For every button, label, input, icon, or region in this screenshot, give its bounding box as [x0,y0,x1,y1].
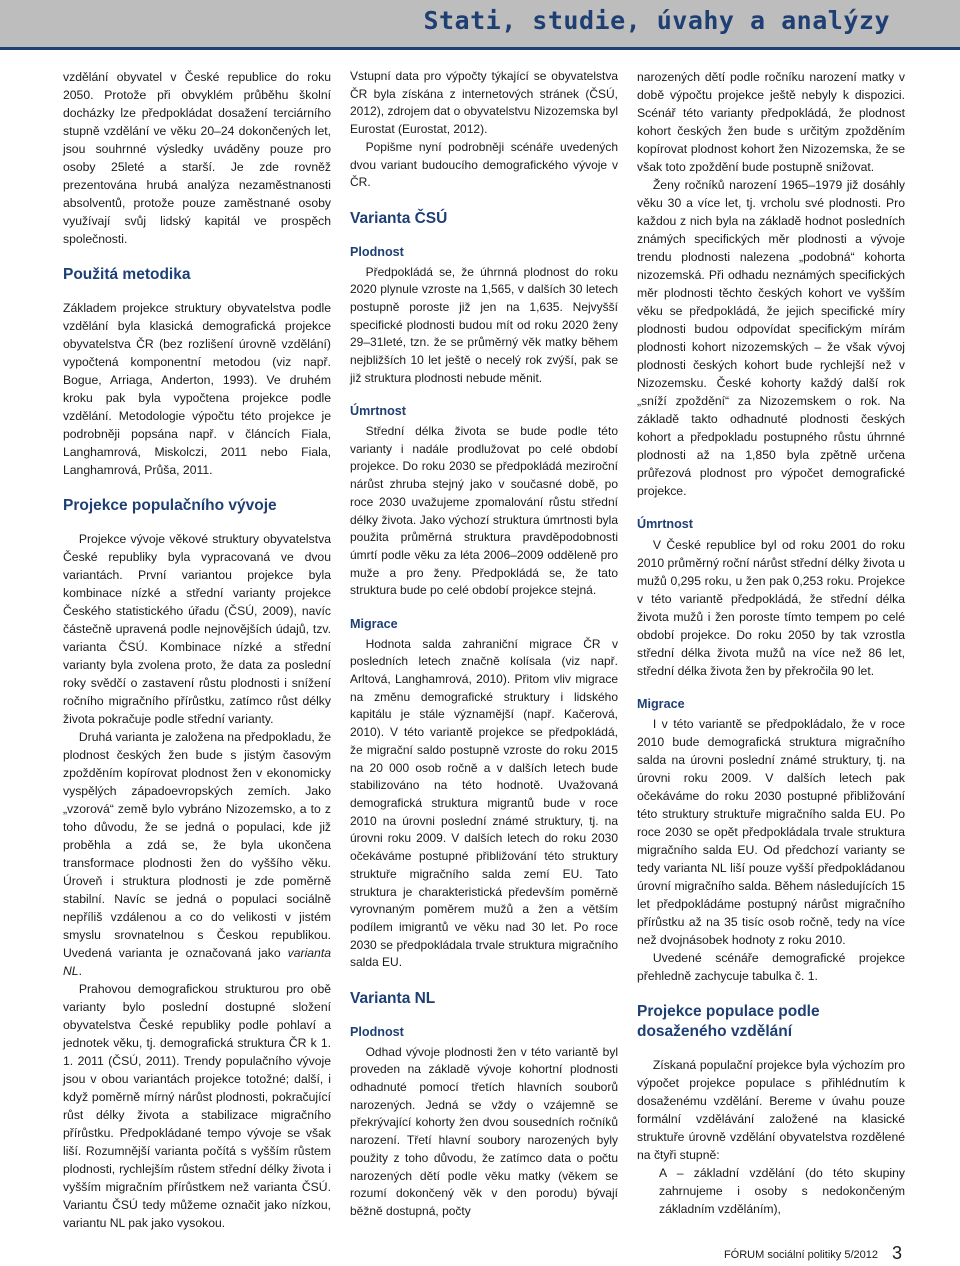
subheading-migrace: Migrace [637,696,685,711]
column-1 [63,68,331,1232]
paragraph: Odhad vývoje plodnosti žen v této variantě byl proveden na základě vývoje kohortní plodnosti odhadnuté pomocí třetích hlavních souborů narozených. Jedná se vždy o vzájemně se překrývající kohorty žen dvou sousedních ročníků narození. Třetí hlavní soubory narozených byly použity z toho důvodu, že zatímco data o počtu narozených dětí podle věku matky (věkem se rozumí dokončený věk v den porodu) bývají běžně dostupná, počty [350,1044,618,1218]
subheading-umrtnost: Úmrtnost [637,517,693,531]
heading-projekce-vzdelani: Projekce populace podle dosaženého vzdělání [637,1003,820,1041]
subheading-plodnost: Plodnost [350,1025,404,1040]
subheading-migrace: Migrace [350,617,398,632]
paragraph: vzdělání obyvatel v České republice do roku 2050. Protože při obvyklém průběhu školní docházky lze předpokládat dosažení terciárního stupně vzdělání ve věku 20–24 dokončených let, jsou souhrnné výsledky uváděny pouze pro osoby 25leté a starší. Je zde rovněž prezentována hrubá analýza nezaměstnanosti absolventů, protože pouze zaměstnané osoby využívají svůj lidský kapitál ve prospěch společnosti. [63,70,331,246]
heading-projekce: Projekce populačního vývoje [63,497,277,514]
header-rule [0,47,960,50]
paragraph-end: . [78,964,82,978]
column-2 [350,68,618,1221]
heading-varianta-csu: Varianta ČSÚ [350,209,448,227]
variant-name: varianta NL [63,946,331,978]
paragraph: Hodnota salda zahraniční migrace ČR v posledních letech značně kolísala (viz např. Arltová, Langhamrová, 2010). Přitom vliv migrace na změnu demografické struktury i lidského kapitálu je stále významější (např. Kačerová, 2010). V této variantě projekce se předpokládá, že migrační saldo postupně vzroste do roku 2015 na 20 000 osob ročně a v dalších letech bude stabilizováno na této hodnotě. Uvažovaná demografická struktura migrantů bude v roce 2010 na úrovni poslední známé struktury, tj. na úrovni roku 2009. V dalších letech do roku 2030 očekáváme postupné přibližování této struktury struktuře migračního salda zemí EU. Tato struktura je charakteristická především poměrně vyrovnaným poměrem mužů a žen a větším podílem imigrantů ve věku nad 30 let. Po roce 2030 se předpokládala trvale struktura migračního salda EU. [350,636,618,970]
paragraph: I v této variantě se předpokládalo, že v roce 2010 bude demografická struktura migračního salda na úrovni poslední známé struktury, tj. na úrovni roku 2009. V dalších letech pak očekáváme do roku 2030 postupné přibližování této struktury struktuře migračního salda EU. Po roce 2030 se opět předpokládala trvale struktura migračního salda EU. Od předchozí varianty se tedy varianta NL liší pouze vyšší předpokládanou úrovní migračního salda. Během následujících 15 let předpokládáme postupný nárůst migračního přírůstku až na 35 tisíc osob ročně, tedy na více než dvojnásobek hodnoty z roku 2010. [637,717,905,948]
paragraph: Ženy ročníků narození 1965–1979 již dosáhly věku 30 a více let, tj. vrcholu své plodnosti. Pro každou z nich byla na základě hodnot posledních známých specifických měr plodnosti a vývoje trendu plodnosti nalezena „podobná“ kohorta nizozemská. Při odhadu neznámých specifických měr plodnosti těchto českých kohort ve vyšším věku se předpokládá, že jejich specifické míry plodnosti budou odpovídat specifickým mírám plodnosti kohort nizozemských – že však vývoj plodnosti českých kohort bude rychlejší než v Nizozemsku. České kohorty každý další rok „sníží zpoždění“ za Nizozemskem o rok. Na základě takto odhadnuté plodnosti českých kohort a předpokladu postupného růstu úhrnné plodnosti až na 1,850 byla zpětně určena průřezová plodnost pro výpočet demografické projekce. [637,178,905,498]
paragraph: Předpokládá se, že úhrnná plodnost do roku 2020 plynule vzroste na 1,565, v dalších 30 letech postupně poroste již jen na 1,635. Nejvyšší specifické plodnosti budou mít od roku 2020 ženy 29–31leté, tzn. že se průměrný věk matky během nejbližších 10 let ještě o necelý rok zvýší, pak se již struktura plodnosti nebude měnit. [350,264,618,385]
paragraph: Střední délka života se bude podle této varianty i nadále prodlužovat po celé období projekce. Do roku 2030 se předpokládá meziroční nárůst zhruba stejný jako v současné době, po roce 2030 uvažujeme zpomalování růstu střední délky života. Jako výchozí struktura úmrtnosti byla použita průměrná struktura pravděpodobnosti úmrtí podle věku za léta 2006–2009 odděleně pro muže a pro ženy. Předpokládá se, že tato struktura bude po celé období projekce stejná. [350,424,618,598]
paragraph: Uvedené scénáře demografické projekce přehledně zachycuje tabulka č. 1. [637,951,905,984]
list-item: A – základní vzdělání (do této skupiny zahrnujeme i osoby s nedokončeným základním vzděláním), [659,1166,905,1217]
subheading-plodnost: Plodnost [350,244,404,259]
heading-metodika: Použitá metodika [63,266,191,283]
paragraph: V České republice byl od roku 2001 do roku 2010 průměrný roční nárůst střední délky života u mužů 0,295 roku, u žen pak 0,253 roku. Projekce v této variantě předpokládá, že střední délka života mužů i žen poroste tímto tempem po celé období projekce. Do roku 2050 by tak vzrostla střední délka života mužů na více než 86 let, střední délka života žen by překročila 90 let. [637,537,905,678]
page-number: 3 [891,1243,902,1263]
subheading-umrtnost: Úmrtnost [350,404,406,419]
journal-footer: FÓRUM sociální politiky 5/2012 [723,1249,878,1261]
section-title: Stati, studie, úvahy a analýzy [423,6,890,35]
paragraph: Projekce vývoje věkové struktury obyvatelstva České republiky byla vypracovaná ve dvou variantách. První variantou projekce byla kombinace nízké a střední varianty projekce Českého statistického úřadu (ČSÚ, 2009), navíc částečně upravená podle nejnovějších údajů, tzv. varianta ČSÚ. Kombinace nízké a střední varianty byla zvolena proto, že data za poslední roky svědčí o zastavení růstu plodnosti i snížení ročního migračního přírůstku, zatímco růst délky života pokračuje podle střední varianty. [63,532,331,726]
paragraph: Prahovou demografickou strukturou pro obě varianty bylo poslední dostupné složení obyvatelstva České republiky podle pohlaví a jednotek věku, tj. demografická struktura ČR k 1. 1. 2011 (ČSÚ, 2011). Trendy populačního vývoje jsou v obou variantách projekce totožné; další, i když poměrně mírný nárůst plodnosti, pokračující růst délky života a stabilizace migračního přírůstku. Předpokládané tempo vývoje se však liší. Rozumnější varianta počítá s vyšším růstem plodnosti, rychlejším růstem střední délky života i vyšším migračním přírůstkem než varianta ČSÚ. Variantu ČSÚ tedy můžeme označit jako nízkou, variantu NL pak jako vysokou. [63,982,331,1230]
paragraph: narozených dětí podle ročníku narození matky v době výpočtu projekce ještě nebyly k dispozici. Scénář této varianty předpokládá, že plodnost kohort českých žen bude s určitým zpožděním kopírovat plodnost kohort žen Nizozemska, že se však toto zpoždění bude postupně snižovat. [637,70,905,174]
paragraph: Základem projekce struktury obyvatelstva podle vzdělání byla klasická demografická projekce obyvatelstva ČR (bez rozlišení úrovně vzdělání) vypočtená komponentní metodou (viz např. Bogue, Arriaga, Anderton, 1993). Ve druhém kroku pak byla vypočtena projekce podle vzdělání. Metodologie výpočtu této projekce je podrobněji popsána např. v článcích Fiala, Langhamrová, Miskolczi, 2011 nebo Fiala, Langhamrová, Průša, 2011. [63,301,331,477]
paragraph: Popišme nyní podrobněji scénáře uvedených dvou variant budoucího demografického vývoje v ČR. [350,139,618,190]
paragraph: Vstupní data pro výpočty týkající se obyvatelstva ČR byla získána z internetových stránek (ČSÚ, 2012), zdrojem dat o obyvatelstvu Nizozemska byl Eurostat (Eurostat, 2012). [350,69,618,137]
heading-varianta-nl: Varianta NL [350,990,436,1008]
paragraph: Získaná populační projekce byla výchozím pro výpočet projekce populace s přihlédnutím k dosaženému vzdělání. Bereme v úvahu pouze formální vzdělávání založené na klasické struktuře úrovně vzdělání obyvatelstva rozdělené na čtyři stupně: [637,1058,905,1163]
column-3 [637,68,905,1218]
paragraph [63,728,331,980]
paragraph-text: Druhá varianta je založena na předpokladu, že plodnost českých žen bude s jistým časovým zpožděním kopírovat plodnost žen v ekonomicky vyspělých západoevropských zemích. Jako „vzorová“ země bylo vybráno Nizozemsko, a to z toho důvodu, že se jedná o populaci, kde již proběhla a zdá se, že byla ukončena transformace plodnosti žen do vyššího věku. Úroveň i struktura plodnosti je zde poměrně stabilní. Navíc se jedná o populaci sociálně nepříliš vzdálenou a co do velikosti v jistém smyslu srovnatelnou s Českou republikou. Uvedená varianta je označovaná jako [63,730,331,960]
